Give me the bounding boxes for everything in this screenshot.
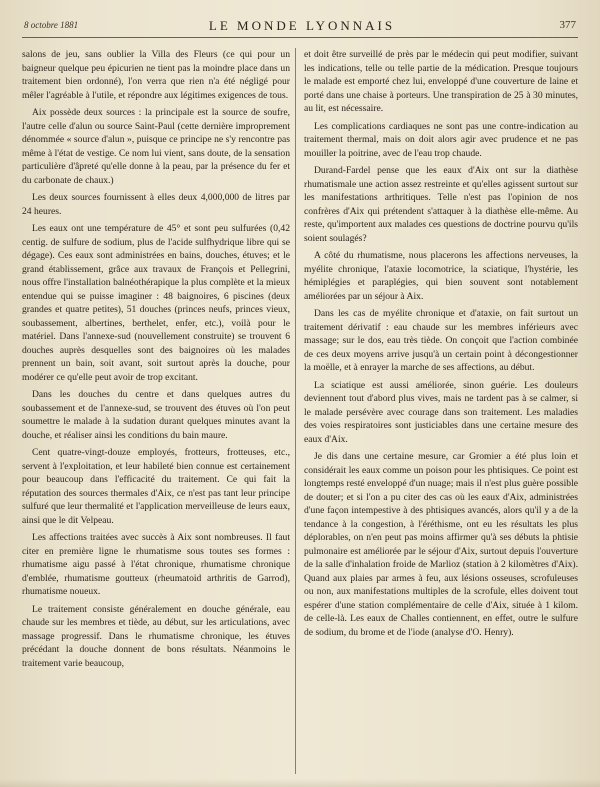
header-rule — [22, 37, 578, 38]
paragraph: Dans les cas de myélite chronique et d'ataxie, on fait surtout un traitement dérivatif : eau chaude sur les membres inférieurs avec massage; sur le dos, eau très tiède. On conçoit que l'action combinée de ces deux moyens arrive jusqu'à un certain point à décongestionner la moëlle, et à enrayer la marche de ses affections, au début. — [304, 308, 578, 373]
column-divider — [295, 48, 296, 774]
paragraph: Durand-Fardel pense que les eaux d'Aix ont sur la diathèse rhumatismale une action assez restreinte et qu'elles agissent surtout sur les manifestations arthritiques. Telle n'est pas l'opinion de nos confrères d'Aix qui prétendent s'attaquer à la diathèse elle-même. Au reste, qu'importent aux malades ces questions de doctrine pourvu qu'ils soient soulagés? — [304, 165, 578, 244]
paragraph: et doit être surveillé de près par le médecin qui peut modifier, suivant les indications, telle ou telle partie de la médication. Presque toujours le malade est emporté chez lui, enveloppé d'une couverture de laine et porté dans une chaise à porteurs. Une transpiration de 25 à 30 minutes, au lit, est nécessaire. — [304, 49, 578, 114]
page-number: 377 — [559, 19, 576, 31]
paragraph: Les affections traitées avec succès à Aix sont nombreuses. Il faut citer en première ligne le rhumatisme sous toutes ses formes : rhumatisme aigu passé à l'état chronique, rhumatisme chronique d'emblée, rhumatisme goutteux (rheumatoid arthritis de Garrod), rhumatisme noueux. — [22, 532, 290, 597]
publication-title: LE MONDE LYONNAIS — [208, 18, 396, 33]
paragraph: Dans les douches du centre et dans quelques autres du soubassement et de l'annexe-sud, se trouvent des étuves où l'on peut soumettre le malade à la sudation durant quelques minutes avant la douche, et réaliser ainsi les conditions du bain maure. — [22, 389, 290, 441]
paragraph: Les complications cardiaques ne sont pas une contre-indication au traitement thermal, mais on doit alors agir avec prudence et ne pas mouiller la poitrine, avec de l'eau trop chaude. — [304, 120, 578, 159]
paragraph: Aix possède deux sources : la principale est la source de soufre, l'autre celle d'alun ou source Saint-Paul (cette dernière improprement dénommée « source d'alun », puisque ce principe ne s'y rencontre pas même à l'état de vestige. Ce nom lui vient, sans doute, de la sensation particulière d'âpreté qu'elle donne à la peau, par la présence du fer et du carbonate de chaux.) — [22, 107, 290, 186]
paragraph: Cent quatre-vingt-douze employés, frotteurs, frotteuses, etc., servent à l'exploitation, et leur habileté bien connue est certainement pour beaucoup dans l'efficacité du traitement. Ce qui fait la réputation des sources thermales d'Aix, ce n'est pas tant leur principe sulfuré que leur thermalité et l'application merveilleuse de leurs eaux, ainsi que le dit Velpeau. — [22, 447, 290, 526]
paragraph: La sciatique est aussi améliorée, sinon guérie. Les douleurs deviennent tout d'abord plus vives, mais ne tardent pas à se calmer, si le malade persévère avec courage dans son traitement. Les maladies des voies respiratoires sont justiciables dans une certaine mesure des eaux d'Aix. — [304, 379, 578, 445]
page-header — [24, 18, 580, 36]
left-column — [22, 48, 290, 674]
paragraph: Je dis dans une certaine mesure, car Gromier a été plus loin et considérait les eaux comme un poison pour les phtisiques. Ce point est longtemps resté enveloppé d'un nuage; mais il n'est plus guère possible de douter; et si l'on a pu citer des cas où les eaux d'Aix, administrées d'une façon intempestive à des phtisiques avancés, alors qu'il y a de la tendance à la congestion, à l'éréthisme, ont eu les résultats les plus déplorables, on n'en peut pas moins affirmer qu'à ses débuts la phtisie pulmonaire est améliorée par le séjour d'Aix, surtout depuis l'ouverture de la salle d'inhalation froide de Marlioz (station à 2 kilomètres d'Aix). Quand aux plaies par armes à feu, aux lésions osseuses, scrofuleuses ou non, aux manifestations multiples de la scrofule, elles doivent tout espérer d'une station complémentaire de celle d'Aix, située à 1 kilom. de celle-là. Les eaux de Challes contiennent, en effet, outre le sulfure de sodium, du brome et de l'iode (analyse d'O. Henry). — [304, 451, 578, 638]
paragraph: salons de jeu, sans oublier la Villa des Fleurs (ce qui pour un baigneur quelque peu épicurien ne tient pas la moindre place dans un traitement bien ordonné), l'on verra que rien n'a été négligé pour mêler l'agréable à l'utile, et répondre aux légitimes exigences de tous. — [22, 49, 290, 101]
paragraph: Les eaux ont une température de 45° et sont peu sulfurées (0,42 centig. de sulfure de sodium, plus de l'acide sulfhydrique libre qui se dégage). Ces eaux sont administrées en bains, douches, étuves; et le grand établissement, grâce aux travaux de François et Pellegrini, nous offre l'installation balnéothérapique la plus complète et la mieux entendue qui se puisse imaginer : 48 baignoires, 6 piscines (deux grandes et quatre petites), 51 douches (princes neufs, princes vieux, soubassement, albertines, berthelet, enfer, etc.), voilà pour le matériel. Dans l'annexe-sud (nouvellement construite) se trouvent 6 douches auprès desquelles sont des baignoires où les malades prennent un bain, soit avant, soit surtout après la douche, pour modérer ce qu'elle peut avoir de trop excitant. — [22, 223, 290, 383]
page-edge-shadow — [0, 779, 600, 787]
right-column — [304, 48, 578, 643]
paragraph: Le traitement consiste généralement en douche générale, eau chaude sur les membres et tiède, au début, sur les articulations, avec massage progressif. Dans le rhumatisme chronique, les étuves précédant la douche donnent de bons résultats. Néanmoins le traitement varie beaucoup, — [22, 603, 290, 669]
paragraph: Les deux sources fournissent à elles deux 4,000,000 de litres par 24 heures. — [22, 192, 290, 217]
issue-date: 8 octobre 1881 — [24, 20, 79, 30]
paragraph: A côté du rhumatisme, nous placerons les affections nerveuses, la myélite chronique, l'ataxie locomotrice, la sciatique, l'hystérie, les hémiplégies et paraplégies, qui bien souvent sont notablement améliorées par un séjour à Aix. — [304, 250, 578, 302]
